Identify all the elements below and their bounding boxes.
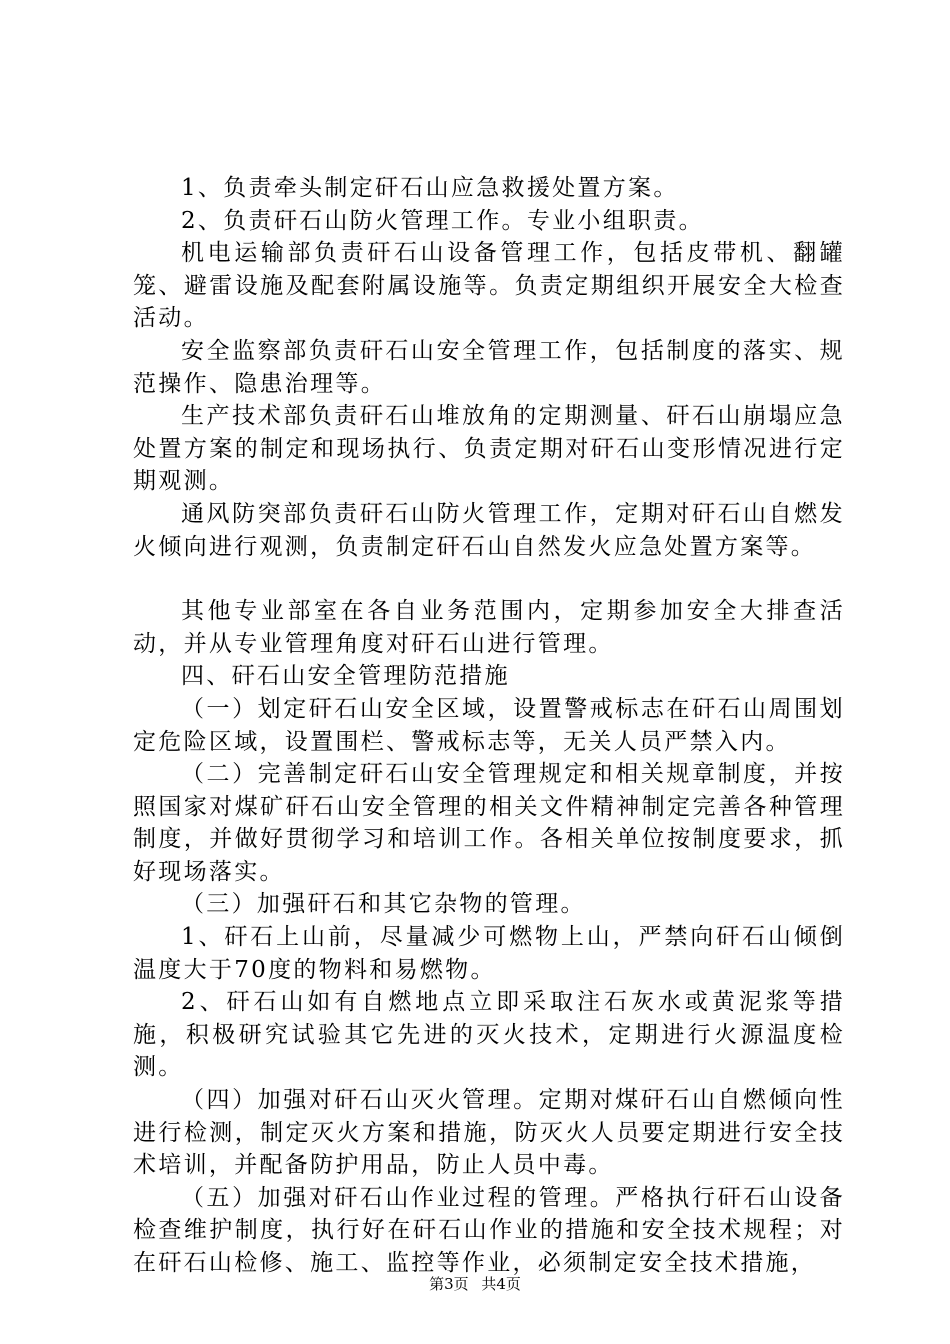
paragraph: 2、负责矸石山防火管理工作。专业小组职责。	[181, 207, 704, 234]
page-total: 共4页	[481, 1275, 521, 1293]
paragraph: 机电运输部负责矸石山设备管理工作，包括皮带机、翻罐笼、避雷设施及配套附属设施等。负责定期组织开展安全大检查活动。	[133, 240, 845, 332]
paragraph: 生产技术部负责矸石山堆放角的定期测量、矸石山崩塌应急处置方案的制定和现场执行、负责定期对矸石山变形情况进行定期观测。	[133, 403, 845, 495]
document-body	[133, 172, 845, 1280]
paragraph: 1、矸石上山前，尽量减少可燃物上山，严禁向矸石山倾倒温度大于70度的物料和易燃物。	[133, 924, 845, 983]
paragraph: （三）加强矸石和其它杂物的管理。	[181, 891, 586, 918]
paragraph: 2、矸石山如有自燃地点立即采取注石灰水或黄泥浆等措施，积极研究试验其它先进的灭火技术，定期进行火源温度检测。	[133, 989, 845, 1081]
paragraph: （五）加强对矸石山作业过程的管理。严格执行矸石山设备检查维护制度，执行好在矸石山作业的措施和安全技术规程；对在矸石山检修、施工、监控等作业，必须制定安全技术措施，	[133, 1184, 845, 1276]
paragraph: 通风防突部负责矸石山防火管理工作，定期对矸石山自燃发火倾向进行观测，负责制定矸石山自然发火应急处置方案等。	[133, 500, 845, 560]
paragraph: 安全监察部负责矸石山安全管理工作，包括制度的落实、规范操作、隐患治理等。	[133, 337, 845, 397]
section-heading: 四、矸石山安全管理防范措施	[181, 663, 510, 690]
page-footer	[0, 1273, 950, 1294]
paragraph: 其他专业部室在各自业务范围内，定期参加安全大排查活动，并从专业管理角度对矸石山进行管理。	[133, 598, 845, 657]
paragraph: （四）加强对矸石山灭火管理。定期对煤矸石山自燃倾向性进行检测，制定灭火方案和措施，防灭火人员要定期进行安全技术培训，并配备防护用品，防止人员中毒。	[133, 1087, 845, 1179]
paragraph: 1、负责牵头制定矸石山应急救援处置方案。	[181, 175, 679, 201]
page-number: 第3页	[429, 1275, 469, 1293]
paragraph: （一）划定矸石山安全区域，设置警戒标志在矸石山周围划定危险区域，设置围栏、警戒标志等，无关人员严禁入内。	[133, 695, 845, 755]
paragraph: （二）完善制定矸石山安全管理规定和相关规章制度，并按照国家对煤矿矸石山安全管理的相关文件精神制定完善各种管理制度，并做好贯彻学习和培训工作。各相关单位按制度要求，抓好现场落实。	[133, 761, 845, 885]
